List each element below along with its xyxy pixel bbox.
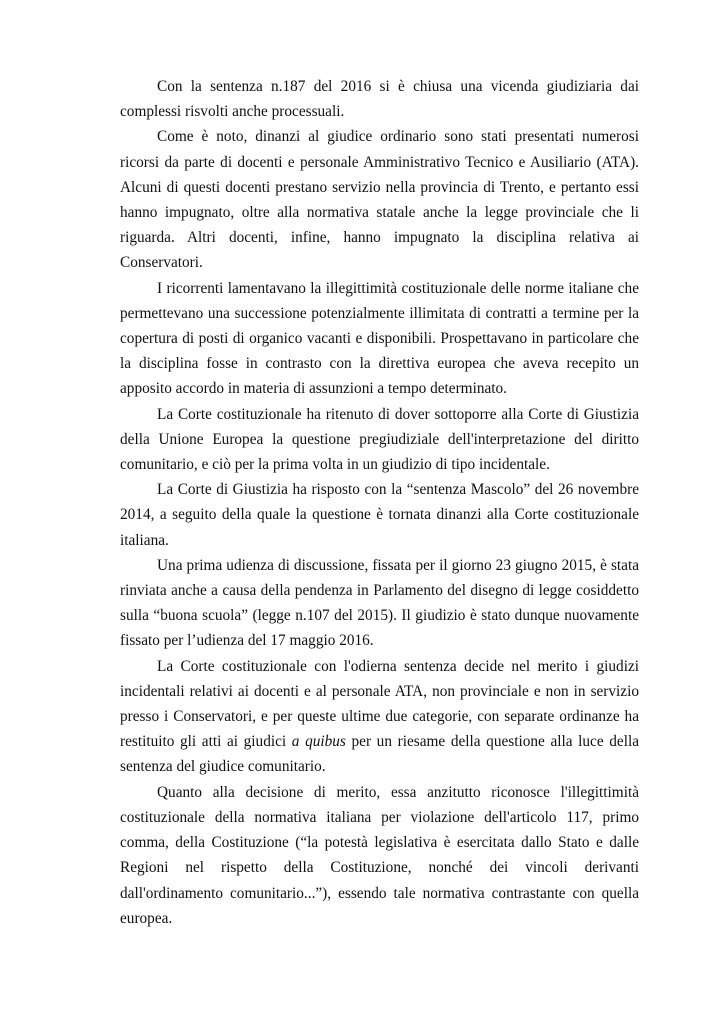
paragraph-4: La Corte costituzionale ha ritenuto di dover sottoporre alla Corte di Giustizia della Unione Europea la questione pregiudiziale dell'interpretazione del diritto comunitario, e ciò per la prima volta in un giudizio di tipo incidentale. xyxy=(120,405,639,474)
paragraph-5: La Corte di Giustizia ha risposto con la “sentenza Mascolo” del 26 novembre 2014, a seguito della quale la questione è tornata dinanzi alla Corte costituzionale italiana. xyxy=(120,481,639,549)
paragraph-3: I ricorrenti lamentavano la illegittimità costituzionale delle norme italiane che permettevano una successione potenzialmente illimitata di contratti a termine per la copertura di posti di organico vacanti e disponibili. Prospettavano in particolare che la disciplina fosse in contrasto con la direttiva europea che aveva recepito un apposito accordo in materia di assunzioni a tempo determinato. xyxy=(120,279,639,398)
paragraph-2: Come è noto, dinanzi al giudice ordinario sono stati presentati numerosi ricorsi da parte di docenti e personale Amministrativo Tecnico e Ausiliario (ATA). Alcuni di questi docenti prestano servizio nella provincia di Trento, e pertanto essi hanno impugnato, oltre alla normativa statale anche la legge provinciale che li riguarda. Altri docenti, infine, hanno impugnato la disciplina relativa ai Conservatori. xyxy=(120,128,639,272)
paragraph-7-text-before: La Corte costituzionale con l'odierna sentenza decide nel merito i giudizi incidentali relativi ai docenti e al personale ATA, non provinciale e non in servizio presso i Conservatori, e per queste ultime due categorie, con separate ordinanze ha restituito gli atti ai giudici xyxy=(120,657,639,751)
paragraph-8: Quanto alla decisione di merito, essa anzitutto riconosce l'illegittimità costituzionale della normativa italiana per violazione dell'articolo 117, primo comma, della Costituzione (“la potestà legislativa è esercitata dallo Stato e dalle Regioni nel rispetto della Costituzione, nonché dei vincoli derivanti dall'ordinamento comunitario...”), essendo tale normativa contrastante con quella europea. xyxy=(120,783,639,927)
paragraph-7-text-after: per un riesame della questione alla luce della sentenza del giudice comunitario. xyxy=(120,733,639,776)
paragraph-7 xyxy=(120,654,639,780)
paragraph-7-italic-phrase: a quibus xyxy=(291,733,346,751)
paragraph-6: Una prima udienza di discussione, fissata per il giorno 23 giugno 2015, è stata rinviata anche a causa della pendenza in Parlamento del disegno di legge cosiddetto sulla “buona scuola” (legge n.107 del 2015). Il giudizio è stato dunque nuovamente fissato per l’udienza del 17 maggio 2016. xyxy=(120,556,639,650)
document-body xyxy=(120,74,639,931)
paragraph-1: Con la sentenza n.187 del 2016 si è chiusa una vicenda giudiziaria dai complessi risvolti anche processuali. xyxy=(120,78,639,121)
